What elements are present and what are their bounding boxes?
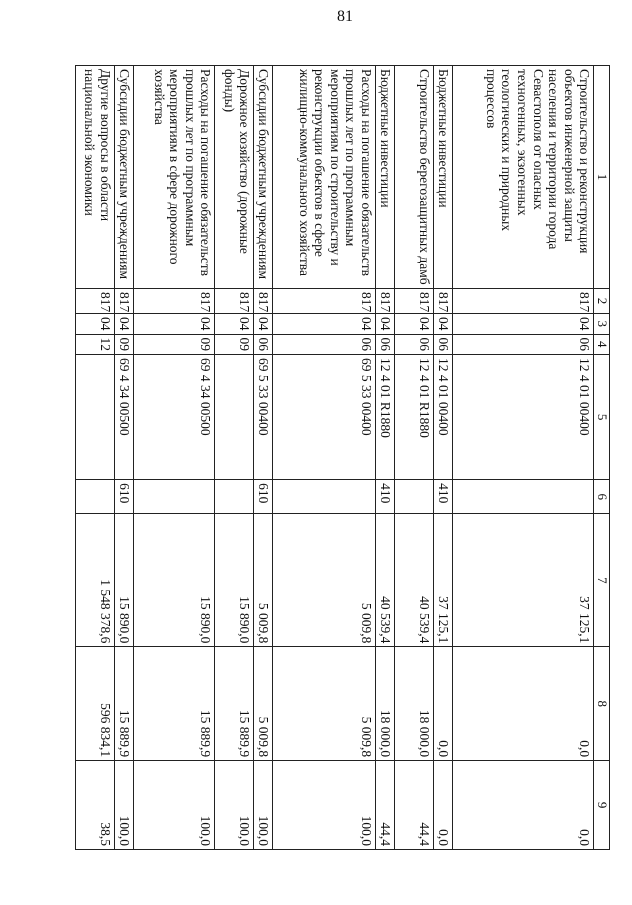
- cell-section: 04: [433, 314, 452, 334]
- row-name: Расходы на погашение обязательств прошлых лет по программным мероприятиям по строительству и реконструкции объектов в сфере жилищно-коммунального хозяйства: [273, 66, 375, 289]
- table-row: [273, 66, 375, 850]
- cell-executed: 596 834,1: [76, 647, 115, 761]
- cell-expense-type: [273, 480, 375, 514]
- cell-expense-type: [453, 480, 594, 514]
- cell-subsection: 06: [395, 334, 434, 354]
- header-cell: 1: [594, 66, 610, 289]
- cell-subsection: 06: [273, 334, 375, 354]
- cell-subsection: 12: [76, 334, 115, 354]
- cell-target-article: [76, 354, 115, 479]
- row-name: Бюджетные инвестиции: [433, 66, 452, 289]
- cell-target-article: [215, 354, 254, 479]
- row-name: Строительство и реконструкция объектов инженерной защиты населения и территории города Севастополя от опасных техногенных, экзогенных геологических и природных процессов: [453, 66, 594, 289]
- cell-ministry: 817: [254, 289, 273, 314]
- cell-expense-type: 410: [433, 480, 452, 514]
- row-name: Дорожное хозяйство (дорожные фонды): [215, 66, 254, 289]
- cell-section: 04: [395, 314, 434, 334]
- header-cell: 3: [594, 314, 610, 334]
- header-cell: 4: [594, 334, 610, 354]
- cell-planned: 37 125,1: [433, 514, 452, 647]
- cell-section: 04: [134, 314, 215, 334]
- cell-section: 04: [76, 314, 115, 334]
- cell-executed: 0,0: [453, 647, 594, 761]
- cell-percent: 100,0: [215, 761, 254, 850]
- cell-executed: 0,0: [433, 647, 452, 761]
- table-header: [594, 66, 610, 850]
- cell-section: 04: [215, 314, 254, 334]
- cell-percent: 100,0: [134, 761, 215, 850]
- header-cell: 8: [594, 647, 610, 761]
- cell-target-article: 12 4 01 00400: [453, 354, 594, 479]
- cell-executed: 15 889,9: [215, 647, 254, 761]
- cell-target-article: 69 5 33 00400: [254, 354, 273, 479]
- table-row: [375, 66, 394, 850]
- cell-planned: 15 890,0: [134, 514, 215, 647]
- row-name: Расходы на погашение обязательств прошлых лет по программным мероприятиям в сфере дорожного хозяйства: [134, 66, 215, 289]
- header-cell: 5: [594, 354, 610, 479]
- cell-ministry: 817: [114, 289, 133, 314]
- cell-executed: 18 000,0: [375, 647, 394, 761]
- cell-planned: 1 548 378,6: [76, 514, 115, 647]
- cell-subsection: 09: [134, 334, 215, 354]
- cell-percent: 100,0: [273, 761, 375, 850]
- cell-expense-type: [395, 480, 434, 514]
- table-row: [76, 66, 115, 850]
- cell-percent: 0,0: [433, 761, 452, 850]
- cell-subsection: 06: [433, 334, 452, 354]
- cell-percent: 44,4: [395, 761, 434, 850]
- cell-executed: 5 009,8: [254, 647, 273, 761]
- cell-percent: 44,4: [375, 761, 394, 850]
- table-row: [433, 66, 452, 850]
- cell-executed: 5 009,8: [273, 647, 375, 761]
- table-row: [395, 66, 434, 850]
- cell-expense-type: 410: [375, 480, 394, 514]
- cell-target-article: 69 5 33 00400: [273, 354, 375, 479]
- cell-subsection: 06: [254, 334, 273, 354]
- cell-ministry: 817: [215, 289, 254, 314]
- cell-planned: 15 890,0: [215, 514, 254, 647]
- table-row: [453, 66, 594, 850]
- table-row: [254, 66, 273, 850]
- page-number: 81: [337, 8, 353, 25]
- cell-ministry: 817: [273, 289, 375, 314]
- cell-expense-type: [215, 480, 254, 514]
- cell-expense-type: 610: [114, 480, 133, 514]
- cell-expense-type: [76, 480, 115, 514]
- cell-ministry: 817: [134, 289, 215, 314]
- cell-expense-type: 610: [254, 480, 273, 514]
- header-cell: 9: [594, 761, 610, 850]
- budget-table-container: [75, 65, 610, 850]
- cell-subsection: 09: [215, 334, 254, 354]
- table-row: [215, 66, 254, 850]
- cell-percent: 100,0: [254, 761, 273, 850]
- cell-percent: 100,0: [114, 761, 133, 850]
- cell-executed: 15 889,9: [114, 647, 133, 761]
- cell-planned: 40 539,4: [395, 514, 434, 647]
- cell-section: 04: [254, 314, 273, 334]
- header-cell: 7: [594, 514, 610, 647]
- cell-planned: 5 009,8: [273, 514, 375, 647]
- cell-section: 04: [114, 314, 133, 334]
- budget-table: [75, 65, 610, 850]
- table-row: [134, 66, 215, 850]
- table-body: [76, 66, 594, 850]
- header-cell: 2: [594, 289, 610, 314]
- cell-section: 04: [273, 314, 375, 334]
- row-name: Субсидии бюджетным учреждениям: [254, 66, 273, 289]
- cell-executed: 15 889,9: [134, 647, 215, 761]
- header-row: [594, 66, 610, 850]
- cell-target-article: 69 4 34 00500: [134, 354, 215, 479]
- cell-ministry: 817: [375, 289, 394, 314]
- cell-ministry: 817: [433, 289, 452, 314]
- cell-section: 04: [375, 314, 394, 334]
- cell-subsection: 06: [375, 334, 394, 354]
- header-cell: 6: [594, 480, 610, 514]
- cell-planned: 40 539,4: [375, 514, 394, 647]
- cell-planned: 5 009,8: [254, 514, 273, 647]
- cell-target-article: 12 4 01 R1880: [395, 354, 434, 479]
- row-name: Другие вопросы в области национальной экономики: [76, 66, 115, 289]
- cell-subsection: 09: [114, 334, 133, 354]
- cell-target-article: 12 4 01 00400: [433, 354, 452, 479]
- cell-ministry: 817: [453, 289, 594, 314]
- cell-section: 04: [453, 314, 594, 334]
- cell-planned: 15 890,0: [114, 514, 133, 647]
- table-row: [114, 66, 133, 850]
- row-name: Бюджетные инвестиции: [375, 66, 394, 289]
- cell-ministry: 817: [395, 289, 434, 314]
- cell-percent: 38,5: [76, 761, 115, 850]
- cell-subsection: 06: [453, 334, 594, 354]
- row-name: Строительство берегозащитных дамб: [395, 66, 434, 289]
- cell-planned: 37 125,1: [453, 514, 594, 647]
- row-name: Субсидии бюджетным учреждениям: [114, 66, 133, 289]
- cell-executed: 18 000,0: [395, 647, 434, 761]
- cell-target-article: 69 4 34 00500: [114, 354, 133, 479]
- cell-ministry: 817: [76, 289, 115, 314]
- cell-target-article: 12 4 01 R1880: [375, 354, 394, 479]
- cell-percent: 0,0: [453, 761, 594, 850]
- cell-expense-type: [134, 480, 215, 514]
